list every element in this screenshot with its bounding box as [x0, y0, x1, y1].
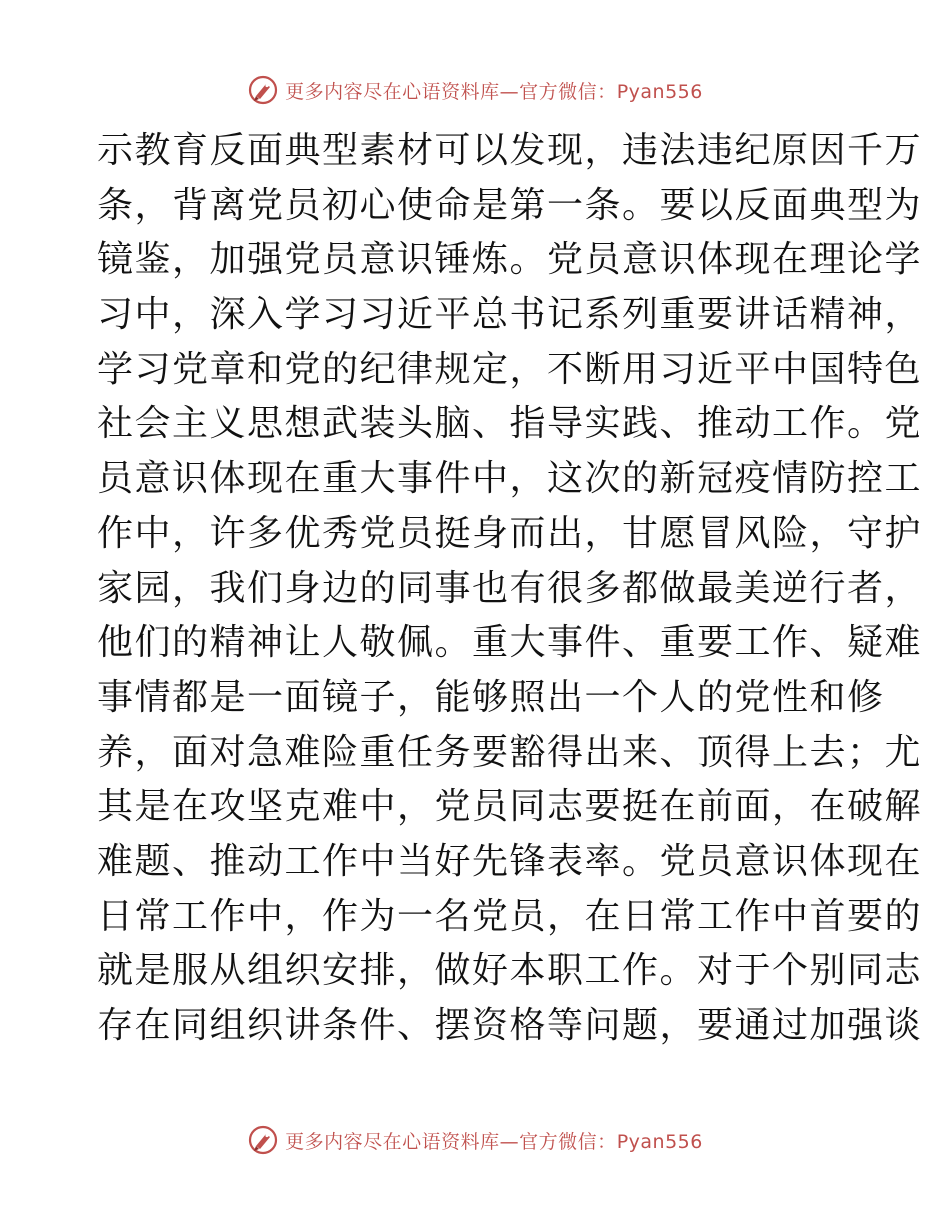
- text-line: 养，面对急难险重任务要豁得出来、顶得上去；尤: [97, 731, 923, 773]
- text-line: 习中，深入学习习近平总书记系列重要讲话精神，: [97, 294, 923, 336]
- text-line: 存在同组织讲条件、摆资格等问题，要通过加强谈: [97, 1005, 923, 1046]
- text-line: 社会主义思想武装头脑、指导实践、推动工作。党: [97, 403, 923, 445]
- text-line: 员意识体现在重大事件中，这次的新冠疫情防控工: [97, 458, 923, 500]
- text-line: 难题、推动工作中当好先锋表率。党员意识体现在: [97, 840, 923, 882]
- header-banner: [0, 70, 950, 110]
- text-line: 镜鉴，加强党员意识锤炼。党员意识体现在理论学: [97, 239, 923, 281]
- brand-text: 更多内容尽在心语资料库: [285, 1130, 500, 1153]
- text-line: 条，背离党员初心使命是第一条。要以反面典型为: [97, 184, 923, 226]
- separator: —: [499, 80, 520, 103]
- brand-text: 更多内容尽在心语资料库: [285, 80, 500, 103]
- document-body: [97, 124, 923, 1054]
- text-line: 就是服从组织安排，做好本职工作。对于个别同志: [97, 950, 923, 992]
- pen-nib-icon: [247, 1124, 279, 1156]
- text-line: 他们的精神让人敬佩。重大事件、重要工作、疑难: [97, 622, 923, 664]
- pen-nib-icon: [247, 74, 279, 106]
- text-line: 其是在攻坚克难中，党员同志要挺在前面，在破解: [97, 786, 923, 828]
- text-line: 事情都是一面镜子，能够照出一个人的党性和修: [97, 676, 885, 718]
- banner-text: [285, 77, 703, 104]
- separator: —: [499, 1130, 520, 1153]
- text-line: 作中，许多优秀党员挺身而出，甘愿冒风险，守护: [97, 512, 923, 554]
- wechat-label: 官方微信：: [519, 80, 617, 103]
- text-line: 示教育反面典型素材可以发现，违法违纪原因千万: [97, 130, 923, 171]
- text-line: 学习党章和党的纪律规定，不断用习近平中国特色: [97, 348, 923, 390]
- wechat-id: Pyan556: [616, 1130, 703, 1153]
- banner-text: [285, 1127, 703, 1154]
- text-line: 日常工作中，作为一名党员，在日常工作中首要的: [97, 895, 923, 937]
- footer-banner: [0, 1120, 950, 1160]
- wechat-label: 官方微信：: [519, 1130, 617, 1153]
- wechat-id: Pyan556: [616, 80, 703, 103]
- text-line: 家园，我们身边的同事也有很多都做最美逆行者，: [97, 567, 923, 609]
